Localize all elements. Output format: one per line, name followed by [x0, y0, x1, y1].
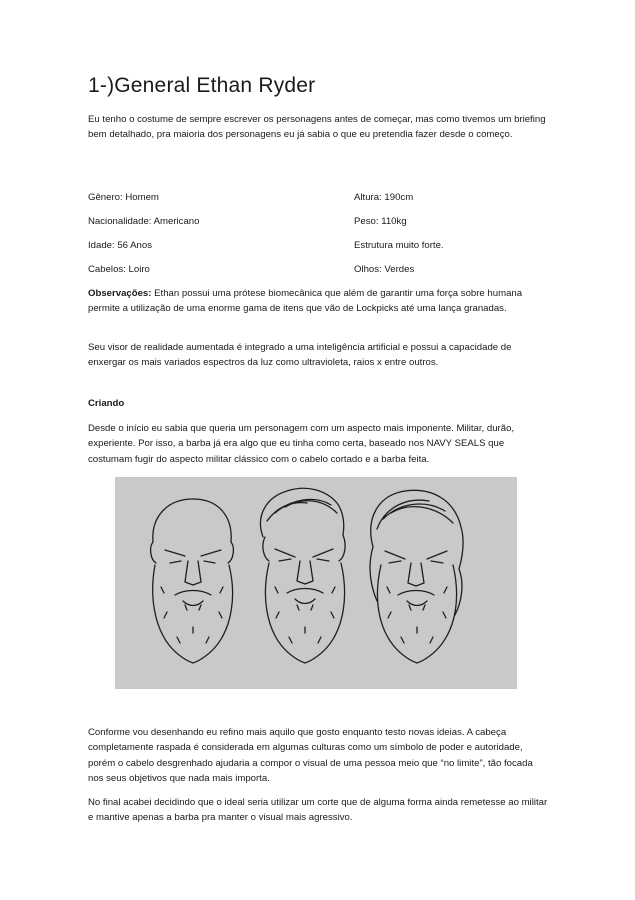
attribute-altura: Altura: 190cm	[354, 192, 414, 203]
attribute-olhos: Olhos: Verdes	[354, 264, 415, 275]
observacoes-label: Observações:	[88, 288, 152, 299]
conforme-paragraph: Conforme vou desenhando eu refino mais aquilo que gosto enquanto testo novas ideias. A cabeça completamente raspada é considerada em algumas culturas como um símbolo de poder e autoridade, porém o cabelo desgrenhado ajudaria a compor o visual de uma pessoa meio que “no limite”, tão focada nos seus objetivos que nada mais importa.	[88, 727, 533, 784]
observacoes-text: Ethan possui uma prótese biomecânica que além de garantir uma força sobre humana permite a utilização de uma enorme gama de itens que vão de Lockpicks até uma lança granadas.	[88, 288, 523, 315]
attribute-estrutura: Estrutura muito forte.	[354, 240, 444, 251]
character-sketch-figure	[115, 477, 517, 689]
bearded-heads-illustration	[115, 477, 517, 689]
bald-head-sketch	[151, 499, 234, 663]
attribute-nacionalidade: Nacionalidade: Americano	[88, 216, 200, 227]
intro-paragraph: Eu tenho o costume de sempre escrever os personagens antes de começar, mas como tivemos um briefing bem detalhado, pra maioria dos personagens eu já sabia o que eu pretendia fazer desde o começo.	[88, 114, 546, 141]
attribute-peso: Peso: 110kg	[354, 216, 407, 227]
attribute-cabelos: Cabelos: Loiro	[88, 264, 150, 275]
final-paragraph: No final acabei decidindo que o ideal seria utilizar um corte que de alguma forma ainda remetesse ao militar e mantive apenas a barba pra manter o visual mais agressivo.	[88, 797, 548, 824]
criando-paragraph: Desde o início eu sabia que queria um personagem com um aspecto mais imponente. Militar, durão, experiente. Por isso, a barba já era algo que eu tinha como certa, baseado nos NAVY SEALS que costumam fugir do aspecto militar clássico com o cabelo cortado e a barba feita.	[88, 423, 515, 465]
swept-hair-head-sketch	[260, 488, 345, 663]
visor-paragraph: Seu visor de realidade aumentada é integrado a uma inteligência artificial e possui a capacidade de enxergar os mais variados espectros da luz como ultravioleta, raios x entre outros.	[88, 342, 512, 369]
long-hair-head-sketch	[370, 490, 463, 663]
attribute-genero: Gênero: Homem	[88, 192, 159, 203]
criando-heading: Criando	[88, 398, 125, 409]
attribute-idade: Idade: 56 Anos	[88, 240, 153, 251]
page-title: 1-)General Ethan Ryder	[88, 74, 316, 97]
observacoes-paragraph	[88, 286, 550, 317]
